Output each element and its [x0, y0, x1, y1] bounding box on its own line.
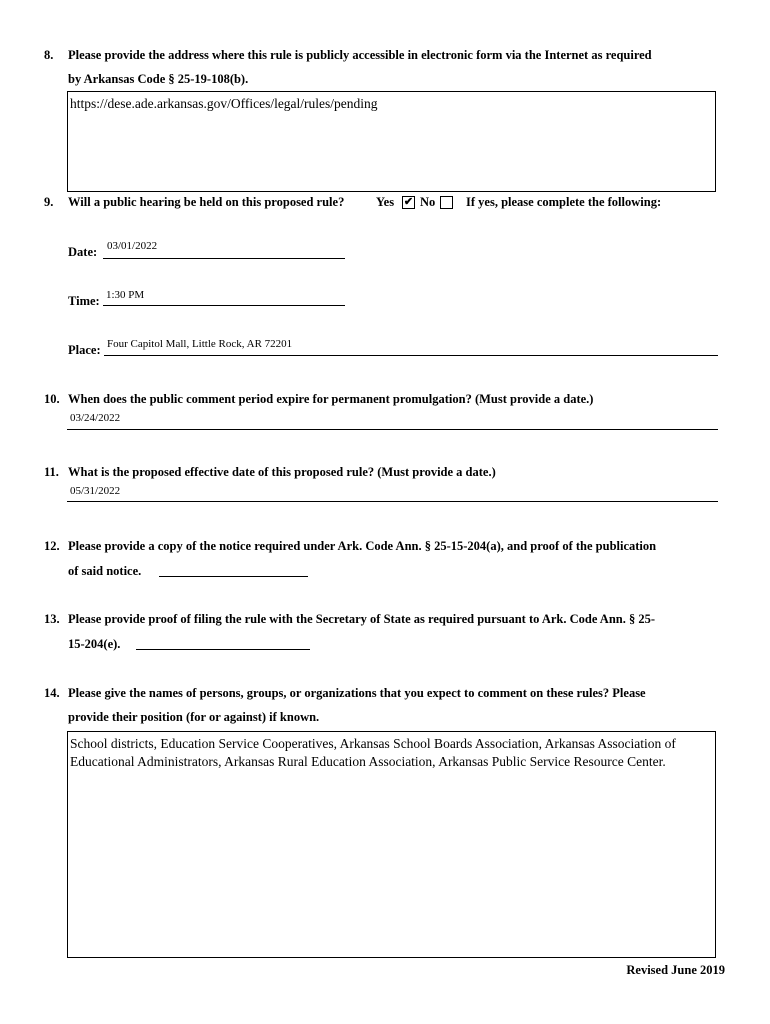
revision-date: Revised June 2019 [626, 963, 725, 977]
q10-number: 10. [44, 392, 60, 406]
q12-notice-field[interactable] [159, 576, 308, 577]
place-line [104, 355, 718, 356]
q11-line [67, 501, 718, 502]
q14-number: 14. [44, 686, 60, 700]
q13-question-line1: Please provide proof of filing the rule with the Secretary of State as required pursuant to Ark. Code Ann. § 25- [68, 612, 656, 626]
q10-line [67, 429, 718, 430]
q9-no-label: No [420, 195, 436, 209]
q11-date-field[interactable]: 05/31/2022 [70, 485, 121, 497]
q9-followup: If yes, please complete the following: [466, 195, 662, 209]
checkmark-icon: ✔ [403, 196, 414, 208]
date-line [103, 258, 345, 259]
q12-question-line2: of said notice. [68, 564, 142, 578]
time-label: Time: [68, 294, 100, 308]
q11-question: What is the proposed effective date of this proposed rule? (Must provide a date.) [68, 465, 496, 479]
q8-question-line1: Please provide the address where this rule is publicly accessible in electronic form via the Internet as required [68, 48, 652, 62]
q8-question-line2: by Arkansas Code § 25-19-108(b). [68, 72, 249, 86]
q9-yes-label: Yes [376, 195, 395, 209]
q12-question-line1: Please provide a copy of the notice required under Ark. Code Ann. § 25-15-204(a), and proof of the publication [68, 539, 657, 553]
q13-question-line2: 15-204(e). [68, 637, 121, 651]
q13-number: 13. [44, 612, 60, 626]
q13-filing-field[interactable] [136, 649, 310, 650]
q10-question: When does the public comment period expire for permanent promulgation? (Must provide a date.) [68, 392, 594, 406]
q14-question-line2: provide their position (for or against) if known. [68, 710, 320, 724]
date-field[interactable]: 03/01/2022 [107, 240, 158, 252]
q9-question: Will a public hearing be held on this proposed rule? [68, 195, 345, 209]
q14-comments-value: School districts, Education Service Cooperatives, Arkansas School Boards Association, Arkansas Association of Educational Administrators, Arkansas Rural Education Association, Arkansas Public Service Resource Center. [70, 736, 676, 769]
q11-number: 11. [44, 465, 59, 479]
q9-yes-checkbox[interactable] [402, 196, 415, 209]
q14-comments-field[interactable] [67, 731, 716, 958]
q8-address-value: https://dese.ade.arkansas.gov/Offices/legal/rules/pending [70, 96, 378, 111]
q9-no-checkbox[interactable] [440, 196, 453, 209]
q14-question-line1: Please give the names of persons, groups, or organizations that you expect to comment on these rules? Please [68, 686, 646, 700]
time-field[interactable]: 1:30 PM [106, 289, 145, 301]
q8-number: 8. [44, 48, 54, 62]
q10-date-field[interactable]: 03/24/2022 [70, 412, 121, 424]
q12-number: 12. [44, 539, 60, 553]
q8-address-field[interactable] [67, 91, 716, 192]
date-label: Date: [68, 245, 98, 259]
place-label: Place: [68, 343, 101, 357]
time-line [103, 305, 345, 306]
place-field[interactable]: Four Capitol Mall, Little Rock, AR 72201 [107, 338, 293, 350]
q9-number: 9. [44, 195, 54, 209]
